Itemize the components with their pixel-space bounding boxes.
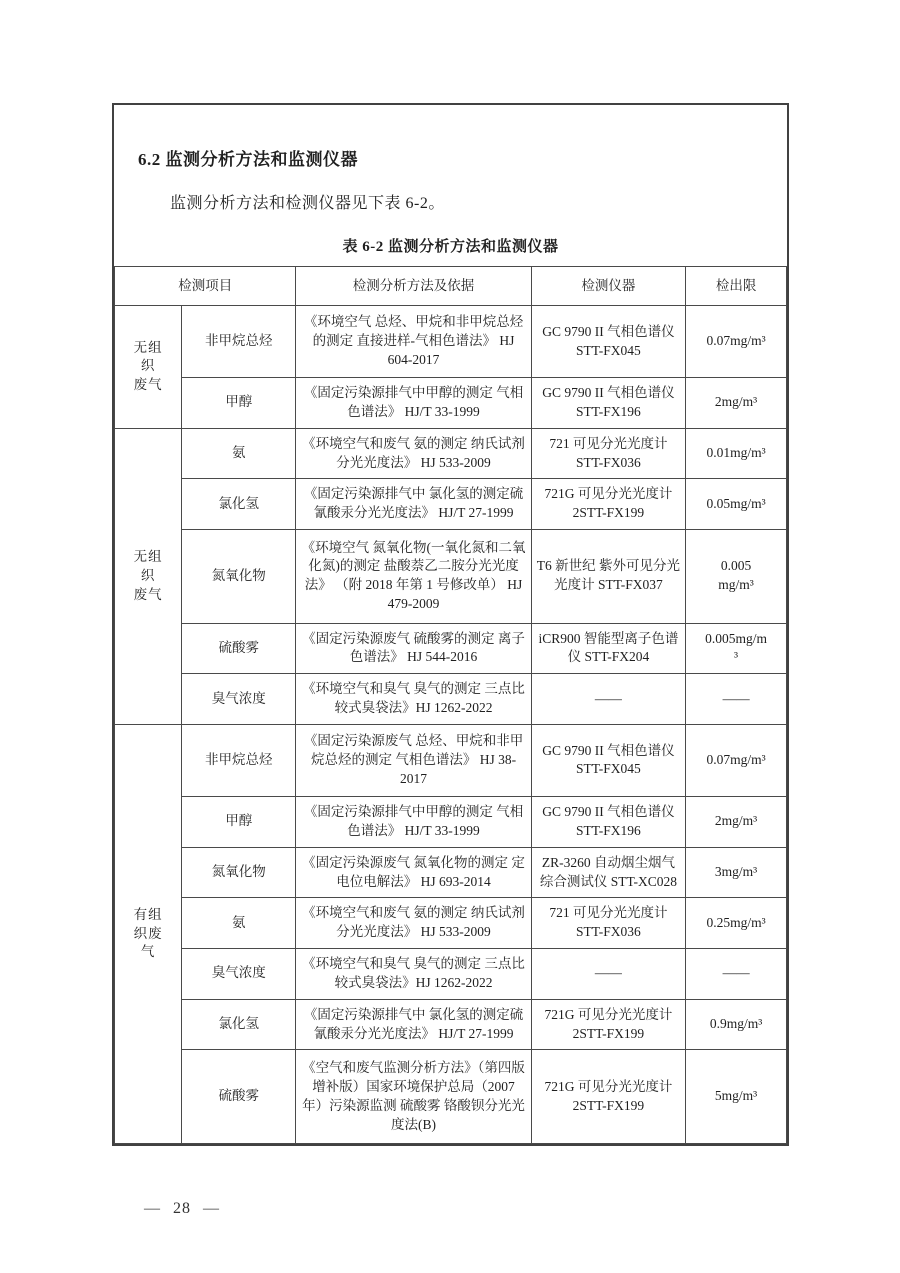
- table-caption: 表 6-2 监测分析方法和监测仪器: [342, 239, 559, 255]
- instrument-cell: ZR-3260 自动烟尘烟气综合测试仪 STT-XC028: [531, 847, 686, 898]
- instrument-cell: 721G 可见分光光度计 2STT-FX199: [531, 999, 686, 1050]
- analysis-method-cell: 《环境空气和臭气 臭气的测定 三点比较式臭袋法》HJ 1262-2022: [296, 949, 531, 1000]
- intro-paragraph: 监测分析方法和检测仪器见下表 6-2。: [170, 195, 445, 212]
- content-frame: [112, 103, 789, 1146]
- detection-limit-cell: 0.01mg/m³: [686, 428, 787, 479]
- analysis-method-cell: 《固定污染源排气中 氯化氢的测定硫氰酸汞分光光度法》 HJ/T 27-1999: [296, 999, 531, 1050]
- waste-gas-group-label: 无组 织 废气: [115, 428, 182, 724]
- waste-gas-group-label: 无组 织 废气: [115, 306, 182, 429]
- instrument-cell: GC 9790 II 气相色谱仪 STT-FX045: [531, 724, 686, 796]
- page-number-value: 28: [173, 1200, 191, 1217]
- instrument-cell: 721G 可见分光光度计 2STT-FX199: [531, 1050, 686, 1144]
- instrument-cell: T6 新世纪 紫外可见分光光度计 STT-FX037: [531, 530, 686, 623]
- table-row: [115, 623, 787, 674]
- table-row: [115, 999, 787, 1050]
- detection-item-cell: 氯化氢: [182, 999, 296, 1050]
- analysis-method-cell: 《固定污染源废气 硫酸雾的测定 离子色谱法》 HJ 544-2016: [296, 623, 531, 674]
- table-row: [115, 724, 787, 796]
- detection-item-cell: 氮氧化物: [182, 847, 296, 898]
- detection-limit-cell: 5mg/m³: [686, 1050, 787, 1144]
- detection-item-cell: 非甲烷总烃: [182, 306, 296, 378]
- instrument-cell: ——: [531, 949, 686, 1000]
- detection-limit-cell: 0.9mg/m³: [686, 999, 787, 1050]
- analysis-method-cell: 《固定污染源废气 总烃、甲烷和非甲烷总烃的测定 气相色谱法》 HJ 38-2017: [296, 724, 531, 796]
- column-header-method: 检测分析方法及依据: [296, 267, 531, 306]
- detection-item-cell: 氨: [182, 428, 296, 479]
- table-header-row: [115, 267, 787, 306]
- analysis-method-cell: 《固定污染源废气 氮氧化物的测定 定电位电解法》 HJ 693-2014: [296, 847, 531, 898]
- instrument-cell: ——: [531, 674, 686, 725]
- table-row: [115, 674, 787, 725]
- section-heading: 6.2 监测分析方法和监测仪器: [138, 150, 358, 169]
- instrument-cell: 721 可见分光光度计 STT-FX036: [531, 898, 686, 949]
- monitoring-table: [114, 266, 787, 1144]
- instrument-cell: 721G 可见分光光度计 2STT-FX199: [531, 479, 686, 530]
- detection-item-cell: 甲醇: [182, 797, 296, 848]
- page-number-dash-right: —: [203, 1200, 220, 1217]
- analysis-method-cell: 《固定污染源排气中 氯化氢的测定硫氰酸汞分光光度法》 HJ/T 27-1999: [296, 479, 531, 530]
- detection-limit-cell: ——: [686, 674, 787, 725]
- analysis-method-cell: 《空气和废气监测分析方法》（第四版增补版）国家环境保护总局（2007 年）污染源监测 硫酸雾 铬酸钡分光光度法(B): [296, 1050, 531, 1144]
- analysis-method-cell: 《固定污染源排气中甲醇的测定 气相色谱法》 HJ/T 33-1999: [296, 797, 531, 848]
- detection-limit-cell: ——: [686, 949, 787, 1000]
- detection-item-cell: 氨: [182, 898, 296, 949]
- table-row: [115, 949, 787, 1000]
- detection-item-cell: 硫酸雾: [182, 623, 296, 674]
- detection-limit-cell: 0.07mg/m³: [686, 306, 787, 378]
- detection-limit-cell: 3mg/m³: [686, 847, 787, 898]
- column-header-limit: 检出限: [686, 267, 787, 306]
- detection-item-cell: 氮氧化物: [182, 530, 296, 623]
- column-header-instrument: 检测仪器: [531, 267, 686, 306]
- table-row: [115, 847, 787, 898]
- analysis-method-cell: 《环境空气和臭气 臭气的测定 三点比较式臭袋法》HJ 1262-2022: [296, 674, 531, 725]
- detection-item-cell: 硫酸雾: [182, 1050, 296, 1144]
- table-row: [115, 530, 787, 623]
- column-header-item: 检测项目: [115, 267, 296, 306]
- detection-limit-cell: 0.25mg/m³: [686, 898, 787, 949]
- analysis-method-cell: 《环境空气 总烃、甲烷和非甲烷总烃的测定 直接进样-气相色谱法》 HJ 604-2017: [296, 306, 531, 378]
- detection-item-cell: 氯化氢: [182, 479, 296, 530]
- detection-item-cell: 臭气浓度: [182, 674, 296, 725]
- instrument-cell: GC 9790 II 气相色谱仪 STT-FX196: [531, 378, 686, 429]
- detection-limit-cell: 2mg/m³: [686, 378, 787, 429]
- table-row: [115, 898, 787, 949]
- instrument-cell: GC 9790 II 气相色谱仪 STT-FX196: [531, 797, 686, 848]
- instrument-cell: iCR900 智能型离子色谱仪 STT-FX204: [531, 623, 686, 674]
- page-number: [132, 1200, 232, 1218]
- table-row: [115, 428, 787, 479]
- detection-limit-cell: 0.05mg/m³: [686, 479, 787, 530]
- analysis-method-cell: 《环境空气 氮氧化物(一氧化氮和二氧化氮)的测定 盐酸萘乙二胺分光光度法》 （附 2018 年第 1 号修改单） HJ 479-2009: [296, 530, 531, 623]
- table-row: [115, 306, 787, 378]
- detection-limit-cell: 0.07mg/m³: [686, 724, 787, 796]
- analysis-method-cell: 《环境空气和废气 氨的测定 纳氏试剂分光光度法》 HJ 533-2009: [296, 898, 531, 949]
- waste-gas-group-label: 有组 织废 气: [115, 724, 182, 1143]
- instrument-cell: 721 可见分光光度计 STT-FX036: [531, 428, 686, 479]
- detection-item-cell: 非甲烷总烃: [182, 724, 296, 796]
- analysis-method-cell: 《环境空气和废气 氨的测定 纳氏试剂分光光度法》 HJ 533-2009: [296, 428, 531, 479]
- detection-limit-cell: 0.005 mg/m³: [686, 530, 787, 623]
- table-row: [115, 797, 787, 848]
- detection-limit-cell: 0.005mg/m ³: [686, 623, 787, 674]
- instrument-cell: GC 9790 II 气相色谱仪 STT-FX045: [531, 306, 686, 378]
- table-row: [115, 1050, 787, 1144]
- analysis-method-cell: 《固定污染源排气中甲醇的测定 气相色谱法》 HJ/T 33-1999: [296, 378, 531, 429]
- table-row: [115, 479, 787, 530]
- detection-item-cell: 甲醇: [182, 378, 296, 429]
- detection-limit-cell: 2mg/m³: [686, 797, 787, 848]
- page-number-dash-left: —: [144, 1200, 161, 1217]
- detection-item-cell: 臭气浓度: [182, 949, 296, 1000]
- table-row: [115, 378, 787, 429]
